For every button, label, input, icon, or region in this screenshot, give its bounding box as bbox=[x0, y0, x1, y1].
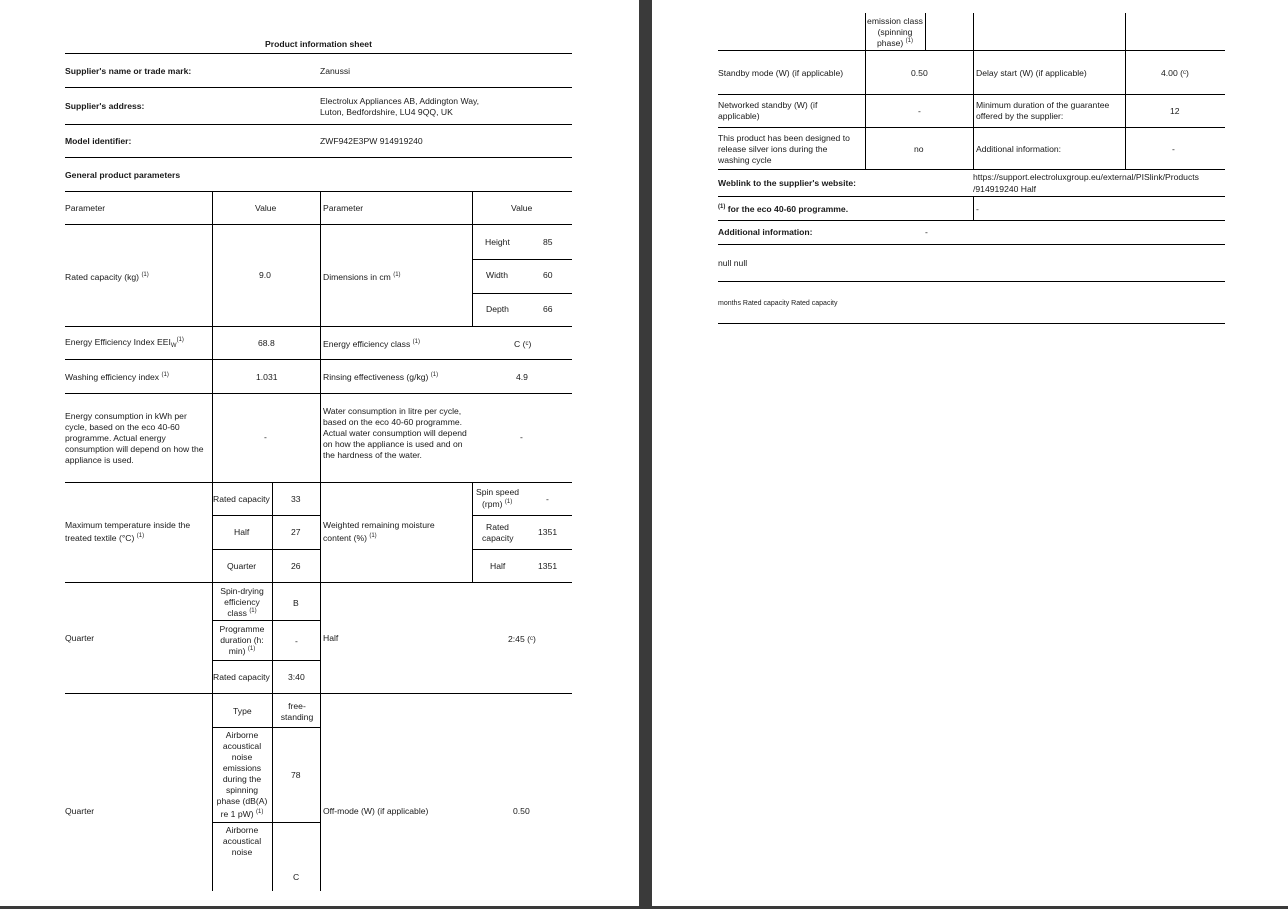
pd-label-1: Programme bbox=[219, 624, 265, 634]
water-consumption-label: Water consumption in litre per cycle, based on the eco 40-60 programme. Actual water consumption will depend on how the appliance is used and on the hardness of the water. bbox=[323, 406, 467, 460]
eec-label: Energy efficiency class $^{(1)}$ bbox=[323, 339, 420, 349]
weblink-line-2[interactable]: /914919240 Half bbox=[973, 184, 1037, 194]
ss-half-label: Half bbox=[490, 561, 506, 571]
spin-speed-label-2: (rpm) $^{(1)}$ bbox=[482, 499, 513, 509]
networked-label-1: Networked standby (W) (if bbox=[718, 100, 818, 110]
delay-label: Delay start (W) (if applicable) bbox=[976, 68, 1087, 78]
mt-rated-label: Rated capacity bbox=[213, 494, 270, 504]
silver-label-3: washing cycle bbox=[718, 155, 772, 165]
half-value-b: 2:45 (ᶜ) bbox=[508, 634, 536, 644]
eei-value: 68.8 bbox=[258, 338, 275, 348]
pd-label-2: duration (h: bbox=[220, 635, 264, 645]
offmode-label: Off-mode (W) (if applicable) bbox=[323, 806, 429, 816]
mt-quarter-value: 26 bbox=[291, 561, 301, 571]
height-label: Height bbox=[485, 237, 510, 247]
energy-consumption-value: - bbox=[264, 432, 267, 442]
noise2-value: C bbox=[293, 872, 300, 882]
rinse-label: Rinsing effectiveness (g/kg) $^{(1)}$ bbox=[323, 372, 439, 382]
pd-label-3: min) $^{(1)}$ bbox=[228, 646, 256, 656]
header-parameter-right: Parameter bbox=[323, 203, 364, 213]
wrm-label-2: content (%) $^{(1)}$ bbox=[323, 533, 377, 543]
ss-rated-label-2: capacity bbox=[482, 533, 514, 543]
header-value-right: Value bbox=[511, 203, 533, 213]
sde-value: B bbox=[293, 598, 299, 608]
emission-line-3: phase) $^{(1)}$ bbox=[876, 38, 913, 48]
addinfo-label: Additional information: bbox=[976, 144, 1062, 154]
offmode-value: 0.50 bbox=[513, 806, 530, 816]
supplier-name-value: Zanussi bbox=[320, 66, 351, 76]
standby-label: Standby mode (W) (if applicable) bbox=[718, 68, 844, 78]
header-value-left: Value bbox=[255, 203, 277, 213]
emission-line-1: emission class bbox=[867, 16, 923, 26]
sde-label-2: efficiency bbox=[224, 597, 260, 607]
guarantee-label-1: Minimum duration of the guarantee bbox=[976, 100, 1110, 110]
spin-speed-label-1: Spin speed bbox=[476, 487, 520, 497]
water-consumption-value: - bbox=[520, 432, 523, 442]
networked-label-2: applicable) bbox=[718, 111, 760, 121]
null-text: null null bbox=[718, 258, 748, 268]
header-parameter-left: Parameter bbox=[65, 203, 106, 213]
dimensions-label: Dimensions in cm $^{(1)}$ bbox=[323, 272, 401, 282]
depth-value: 66 bbox=[543, 304, 553, 314]
rated-capacity-value: 9.0 bbox=[259, 270, 271, 280]
footnote-eco-value: - bbox=[976, 204, 979, 214]
half-label-b: Half bbox=[323, 633, 339, 643]
weblink-line-1[interactable]: https://support.electroluxgroup.eu/external/PISlink/Products bbox=[973, 172, 1199, 182]
supplier-address-line1: Electrolux Appliances AB, Addington Way, bbox=[320, 96, 480, 106]
mt-quarter-label: Quarter bbox=[227, 561, 257, 571]
rinse-value: 4.9 bbox=[516, 372, 528, 382]
depth-label: Depth bbox=[486, 304, 509, 314]
general-params-heading: General product parameters bbox=[65, 170, 181, 180]
pd-rated-value: 3:40 bbox=[288, 672, 305, 682]
quarter-label-b: Quarter bbox=[65, 806, 95, 816]
rated-capacity-label: Rated capacity (kg) $^{(1)}$ bbox=[65, 272, 149, 282]
spin-speed-value: - bbox=[546, 494, 549, 504]
pd-value: - bbox=[295, 636, 298, 646]
eec-value: C (ᶜ) bbox=[514, 339, 532, 349]
footnote-eco: $^{(1)}$ for the eco 40-60 programme. bbox=[718, 204, 849, 214]
standby-value: 0.50 bbox=[911, 68, 928, 78]
addinfo2-label: Additional information: bbox=[718, 227, 813, 237]
max-temp-label-2: treated textile (°C) $^{(1)}$ bbox=[65, 533, 145, 543]
months-text: months Rated capacity Rated capacity bbox=[718, 300, 838, 307]
silver-label-1: This product has been designed to bbox=[718, 133, 850, 143]
silver-value: no bbox=[914, 144, 924, 154]
wrm-label-1: Weighted remaining moisture bbox=[323, 520, 435, 530]
eei-label: Energy Efficiency Index $EEI_W^{(1)}$ bbox=[65, 337, 184, 349]
guarantee-label-2: offered by the supplier: bbox=[976, 111, 1064, 121]
ss-rated-label-1: Rated bbox=[486, 522, 509, 532]
page-title: Product information sheet bbox=[265, 39, 372, 49]
addinfo2-value: - bbox=[925, 227, 928, 237]
noise-value: 78 bbox=[291, 770, 301, 780]
emission-line-2: (spinning bbox=[877, 27, 913, 37]
wei-value: 1.031 bbox=[256, 372, 278, 382]
pd-rated-label: Rated capacity bbox=[213, 672, 270, 682]
sde-label-3: class $^{(1)}$ bbox=[227, 608, 257, 618]
ss-rated-value: 1351 bbox=[538, 527, 558, 537]
quarter-label-a: Quarter bbox=[65, 633, 95, 643]
model-label: Model identifier: bbox=[65, 136, 132, 146]
type-value-1: free- bbox=[288, 701, 306, 711]
wei-label: Washing efficiency index $^{(1)}$ bbox=[65, 372, 169, 382]
mt-half-label: Half bbox=[234, 527, 250, 537]
supplier-address-label: Supplier's address: bbox=[65, 101, 145, 111]
supplier-name-label: Supplier's name or trade mark: bbox=[65, 66, 192, 76]
max-temp-label-1: Maximum temperature inside the bbox=[65, 520, 191, 530]
energy-consumption-label: Energy consumption in kWh per cycle, based on the eco 40-60 programme. Actual energy consumption will depend on how the appliance is used. bbox=[65, 411, 204, 465]
addinfo-value: - bbox=[1172, 144, 1175, 154]
weblink-label: Weblink to the supplier's website: bbox=[718, 178, 856, 188]
mt-rated-value: 33 bbox=[291, 494, 301, 504]
supplier-address-line2: Luton, Bedfordshire, LU4 9QQ, UK bbox=[320, 107, 453, 117]
model-value: ZWF942E3PW 914919240 bbox=[320, 136, 423, 146]
mt-half-value: 27 bbox=[291, 527, 301, 537]
guarantee-value: 12 bbox=[1170, 106, 1180, 116]
networked-value: - bbox=[918, 106, 921, 116]
height-value: 85 bbox=[543, 237, 553, 247]
silver-label-2: release silver ions during the bbox=[718, 144, 828, 154]
sde-label-1: Spin-drying bbox=[220, 586, 264, 596]
ss-half-value: 1351 bbox=[538, 561, 558, 571]
type-label: Type bbox=[233, 706, 252, 716]
delay-value: 4.00 (ᶜ) bbox=[1161, 68, 1189, 78]
type-value-2: standing bbox=[280, 712, 314, 722]
width-label: Width bbox=[486, 270, 508, 280]
width-value: 60 bbox=[543, 270, 553, 280]
page-separator bbox=[639, 0, 652, 909]
